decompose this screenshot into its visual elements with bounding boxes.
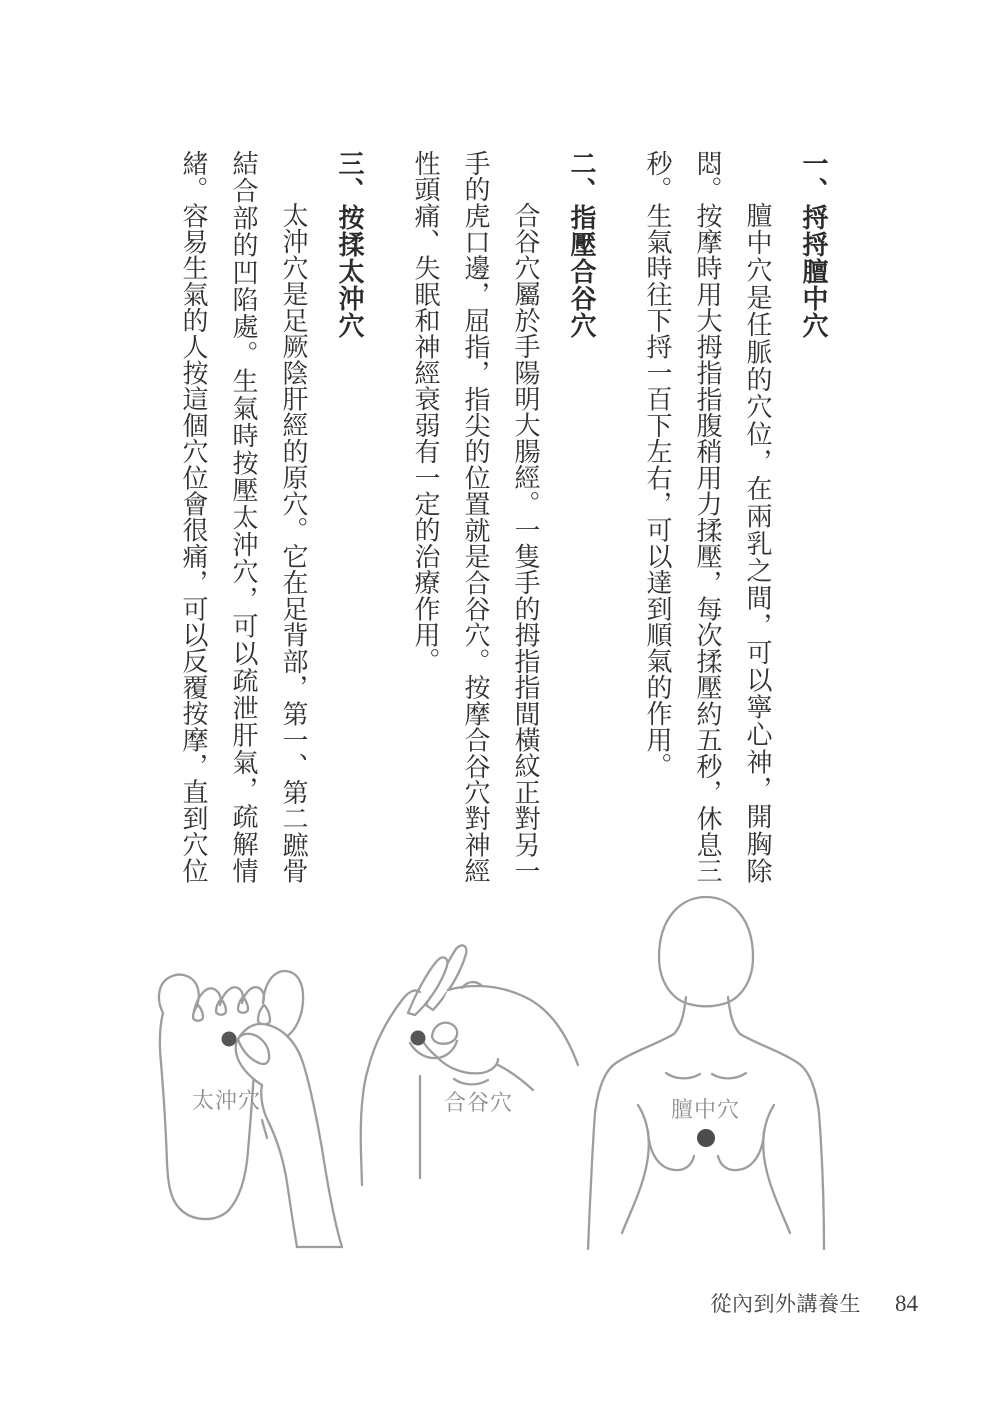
torso-illustration <box>588 897 824 1249</box>
danzhong-label: 膻中穴 <box>671 1097 741 1122</box>
page-footer <box>711 1288 919 1318</box>
section-heading: 三、按揉太沖穴 <box>335 150 364 339</box>
section-taichong <box>168 150 374 884</box>
pressing-hand-finger-arc <box>454 1079 488 1084</box>
hegu-label: 合谷穴 <box>444 1090 514 1115</box>
page-number: 84 <box>895 1291 918 1316</box>
right-inner-arm-line <box>763 1105 790 1233</box>
right-breast-curve <box>718 1131 764 1170</box>
illustration-strip <box>110 893 910 1273</box>
left-inner-arm-line <box>622 1105 649 1233</box>
vertical-text-block <box>160 150 838 884</box>
right-neck-shoulder-arm <box>728 997 824 1249</box>
hegu-hand-illustration <box>361 945 578 1185</box>
thenar-crease <box>262 1120 267 1138</box>
taichong-point-marker <box>222 1032 237 1047</box>
acupoint-line-art <box>110 893 910 1273</box>
section-body: 合谷穴屬於手陽明大腸經。一隻手的拇指指間橫紋正對另一手的虎口邊，屈指，指尖的位置就是合谷穴。按摩合谷穴對神經性頭痛、失眠和神經衰弱有一定的治療作用。 <box>411 150 540 884</box>
section-body: 膻中穴是任脈的穴位，在兩乳之間，可以寧心神，開胸除悶。按摩時用大拇指指腹稍用力揉壓，每次揉壓約五秒，休息三秒。生氣時往下捋一百下左右，可以達到順氣的作用。 <box>643 150 772 884</box>
right-collarbone <box>712 1073 746 1078</box>
section-heading: 二、指壓合谷穴 <box>567 150 596 339</box>
section-danzhong <box>632 150 838 884</box>
section-hegu <box>400 150 606 884</box>
left-collarbone <box>666 1073 700 1078</box>
left-thumb-knuckle-loop <box>432 1023 457 1044</box>
book-title: 從內到外講養生 <box>710 1292 861 1316</box>
taichong-label: 太沖穴 <box>192 1088 262 1113</box>
section-heading: 一、捋捋膻中穴 <box>799 150 828 339</box>
hegu-point-marker <box>411 1031 426 1046</box>
head-outline <box>659 897 753 1006</box>
danzhong-point-marker <box>697 1129 715 1147</box>
left-hand-outer-edge <box>361 990 420 1185</box>
section-body: 太沖穴是足厥陰肝經的原穴。它在足背部，第一、第二蹠骨結合部的凹陷處。生氣時按壓太沖穴，可以疏泄肝氣，疏解情緒。容易生氣的人按這個穴位會很痛，可以反覆按摩，直到穴位 <box>179 150 308 884</box>
left-breast-curve <box>648 1131 694 1170</box>
